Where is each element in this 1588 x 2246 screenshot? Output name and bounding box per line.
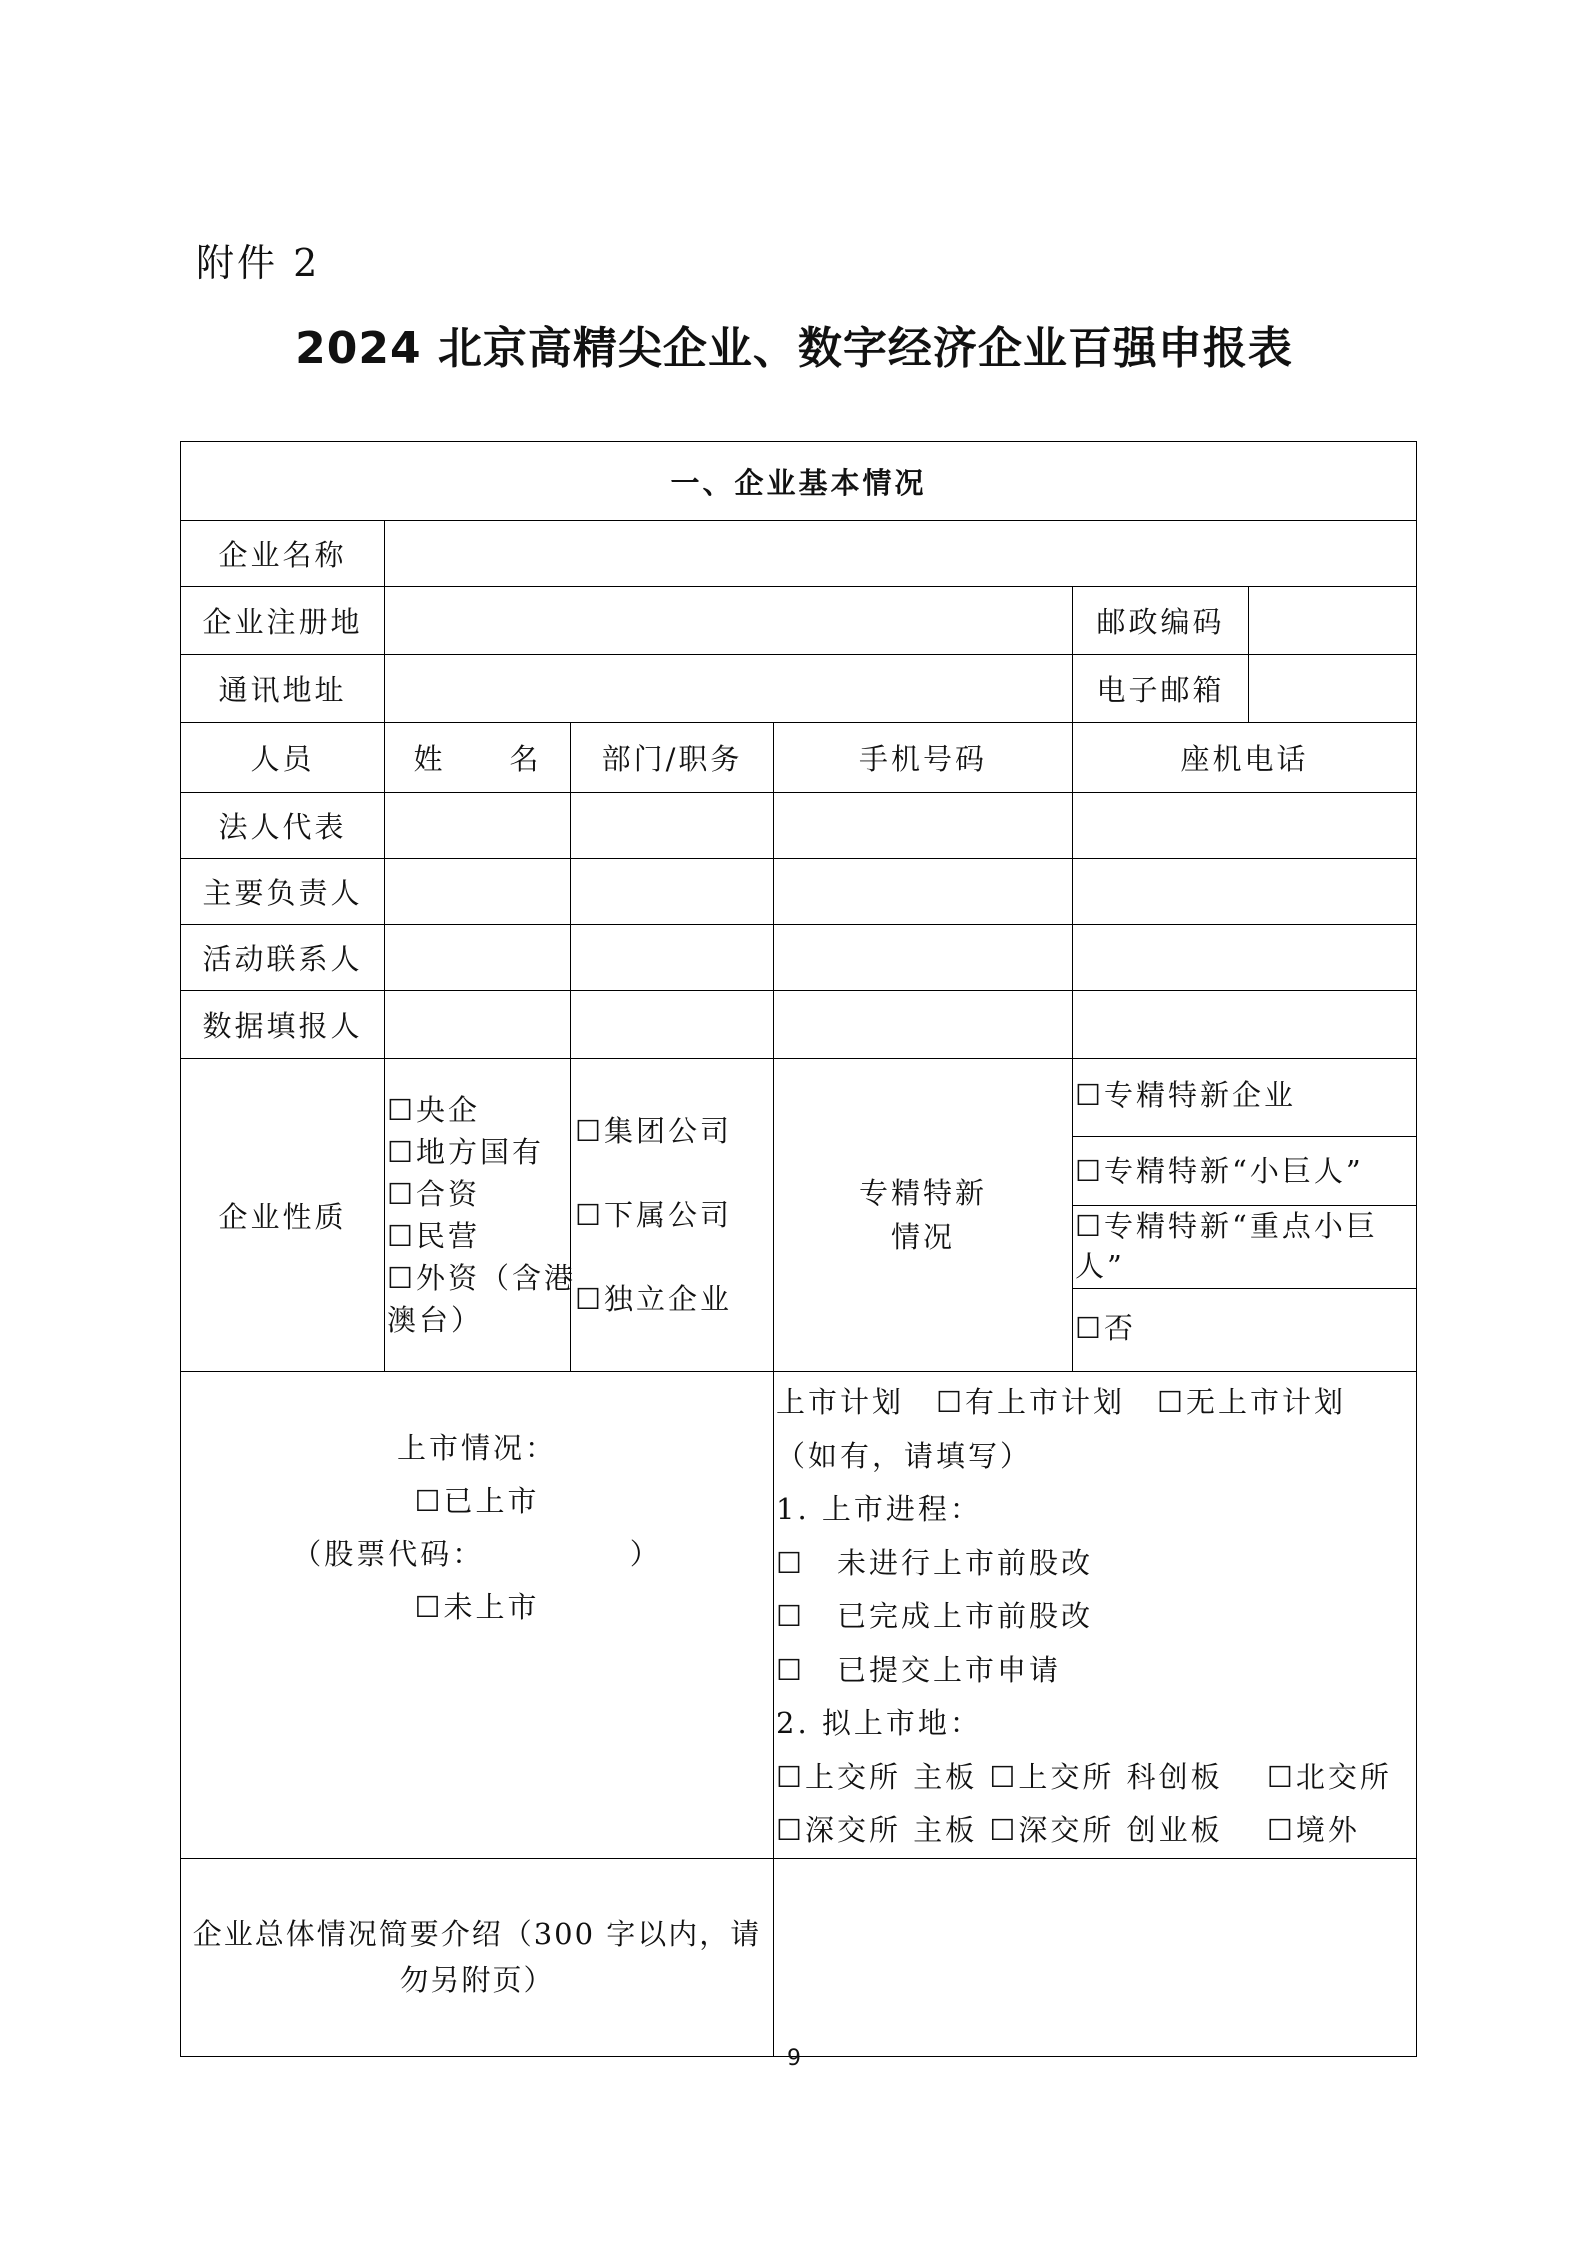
- page-number: 9: [787, 2046, 801, 2071]
- listing-progress-label: 1. 上市进程：: [776, 1492, 982, 1526]
- legal-rep-landline-field[interactable]: [1073, 793, 1417, 859]
- option-little-giant[interactable]: ☐专精特新“小巨人”: [1073, 1137, 1416, 1206]
- row-label-legal-rep: 法人代表: [181, 793, 385, 859]
- row-label-reporter: 数据填报人: [181, 991, 385, 1059]
- option-subsidiary[interactable]: ☐下属公司: [575, 1198, 732, 1232]
- registered-address-field[interactable]: [385, 587, 1073, 655]
- stock-code-field[interactable]: （股票代码： ）: [292, 1537, 662, 1571]
- option-foreign-cont: 澳台）: [387, 1303, 484, 1337]
- specialized-options: [1073, 1059, 1417, 1372]
- listing-plan-line[interactable]: 上市计划 ☐有上市计划 ☐无上市计划: [776, 1385, 1346, 1419]
- email-field[interactable]: [1249, 655, 1417, 723]
- contact-mobile-field[interactable]: [774, 925, 1073, 991]
- group-options: [571, 1059, 774, 1372]
- section-heading: 一、企业基本情况: [181, 442, 1417, 521]
- nature-label: 企业性质: [181, 1059, 385, 1372]
- option-group-company[interactable]: ☐集团公司: [575, 1114, 732, 1148]
- postal-code-label: 邮政编码: [1073, 587, 1249, 655]
- mailing-address-label: 通讯地址: [181, 655, 385, 723]
- contact-name-field[interactable]: [385, 925, 571, 991]
- company-name-field[interactable]: [385, 521, 1417, 587]
- attachment-label: 附件 2: [196, 241, 321, 285]
- option-application-submitted[interactable]: ☐ 已提交上市申请: [776, 1652, 1061, 1687]
- option-no-reform[interactable]: ☐ 未进行上市前股改: [776, 1545, 1093, 1580]
- specialized-label: 专精特新 情况: [774, 1059, 1073, 1372]
- principal-mobile-field[interactable]: [774, 859, 1073, 925]
- principal-dept-field[interactable]: [571, 859, 774, 925]
- listing-venue-label: 2. 拟上市地：: [776, 1706, 982, 1740]
- header-mobile: 手机号码: [774, 723, 1073, 793]
- email-label: 电子邮箱: [1073, 655, 1249, 723]
- application-form: [180, 441, 1417, 2057]
- document-title: 2024 北京高精尖企业、数字经济企业百强申报表: [295, 323, 1293, 374]
- legal-rep-dept-field[interactable]: [571, 793, 774, 859]
- listing-status-cell: [181, 1372, 774, 1859]
- legal-rep-name-field[interactable]: [385, 793, 571, 859]
- postal-code-field[interactable]: [1249, 587, 1417, 655]
- company-name-label: 企业名称: [181, 521, 385, 587]
- venue-options-row2[interactable]: ☐深交所 主板 ☐深交所 创业板 ☐境外: [776, 1813, 1360, 1847]
- contact-dept-field[interactable]: [571, 925, 774, 991]
- header-name: 姓 名: [385, 723, 571, 793]
- intro-field[interactable]: [774, 1858, 1417, 2056]
- header-personnel: 人员: [181, 723, 385, 793]
- header-landline: 座机电话: [1073, 723, 1417, 793]
- option-central-soe[interactable]: ☐央企: [387, 1093, 480, 1127]
- option-key-little-giant[interactable]: ☐专精特新“重点小巨 人”: [1073, 1206, 1416, 1289]
- listing-plan-cell: [774, 1372, 1417, 1859]
- option-specialized[interactable]: ☐专精特新企业: [1073, 1059, 1416, 1137]
- reporter-dept-field[interactable]: [571, 991, 774, 1059]
- option-listed[interactable]: ☐已上市: [414, 1484, 540, 1518]
- option-reform-done[interactable]: ☐ 已完成上市前股改: [776, 1599, 1093, 1633]
- reporter-mobile-field[interactable]: [774, 991, 1073, 1059]
- option-none[interactable]: ☐否: [1075, 1311, 1136, 1345]
- principal-name-field[interactable]: [385, 859, 571, 925]
- option-private[interactable]: ☐民营: [387, 1219, 480, 1253]
- reporter-name-field[interactable]: [385, 991, 571, 1059]
- option-not-listed[interactable]: ☐未上市: [414, 1590, 540, 1624]
- venue-options-row1[interactable]: ☐上交所 主板 ☐上交所 科创板 ☐北交所: [776, 1759, 1392, 1794]
- contact-landline-field[interactable]: [1073, 925, 1417, 991]
- option-foreign[interactable]: ☐外资（含港: [387, 1261, 576, 1295]
- ownership-options: [385, 1059, 576, 1372]
- header-department: 部门/职务: [571, 723, 774, 793]
- listing-fill-note: （如有，请填写）: [776, 1438, 1033, 1473]
- option-local-soe[interactable]: ☐地方国有: [387, 1135, 544, 1169]
- mailing-address-field[interactable]: [385, 655, 1073, 723]
- reporter-landline-field[interactable]: [1073, 991, 1417, 1059]
- listing-status-label: 上市情况：: [396, 1431, 557, 1465]
- registered-address-label: 企业注册地: [181, 587, 385, 655]
- intro-label: 企业总体情况简要介绍（300 字以内，请勿另附页）: [181, 1858, 774, 2056]
- legal-rep-mobile-field[interactable]: [774, 793, 1073, 859]
- row-label-principal: 主要负责人: [181, 859, 385, 925]
- option-independent[interactable]: ☐独立企业: [575, 1282, 732, 1316]
- principal-landline-field[interactable]: [1073, 859, 1417, 925]
- option-joint-venture[interactable]: ☐合资: [387, 1177, 480, 1211]
- row-label-contact: 活动联系人: [181, 925, 385, 991]
